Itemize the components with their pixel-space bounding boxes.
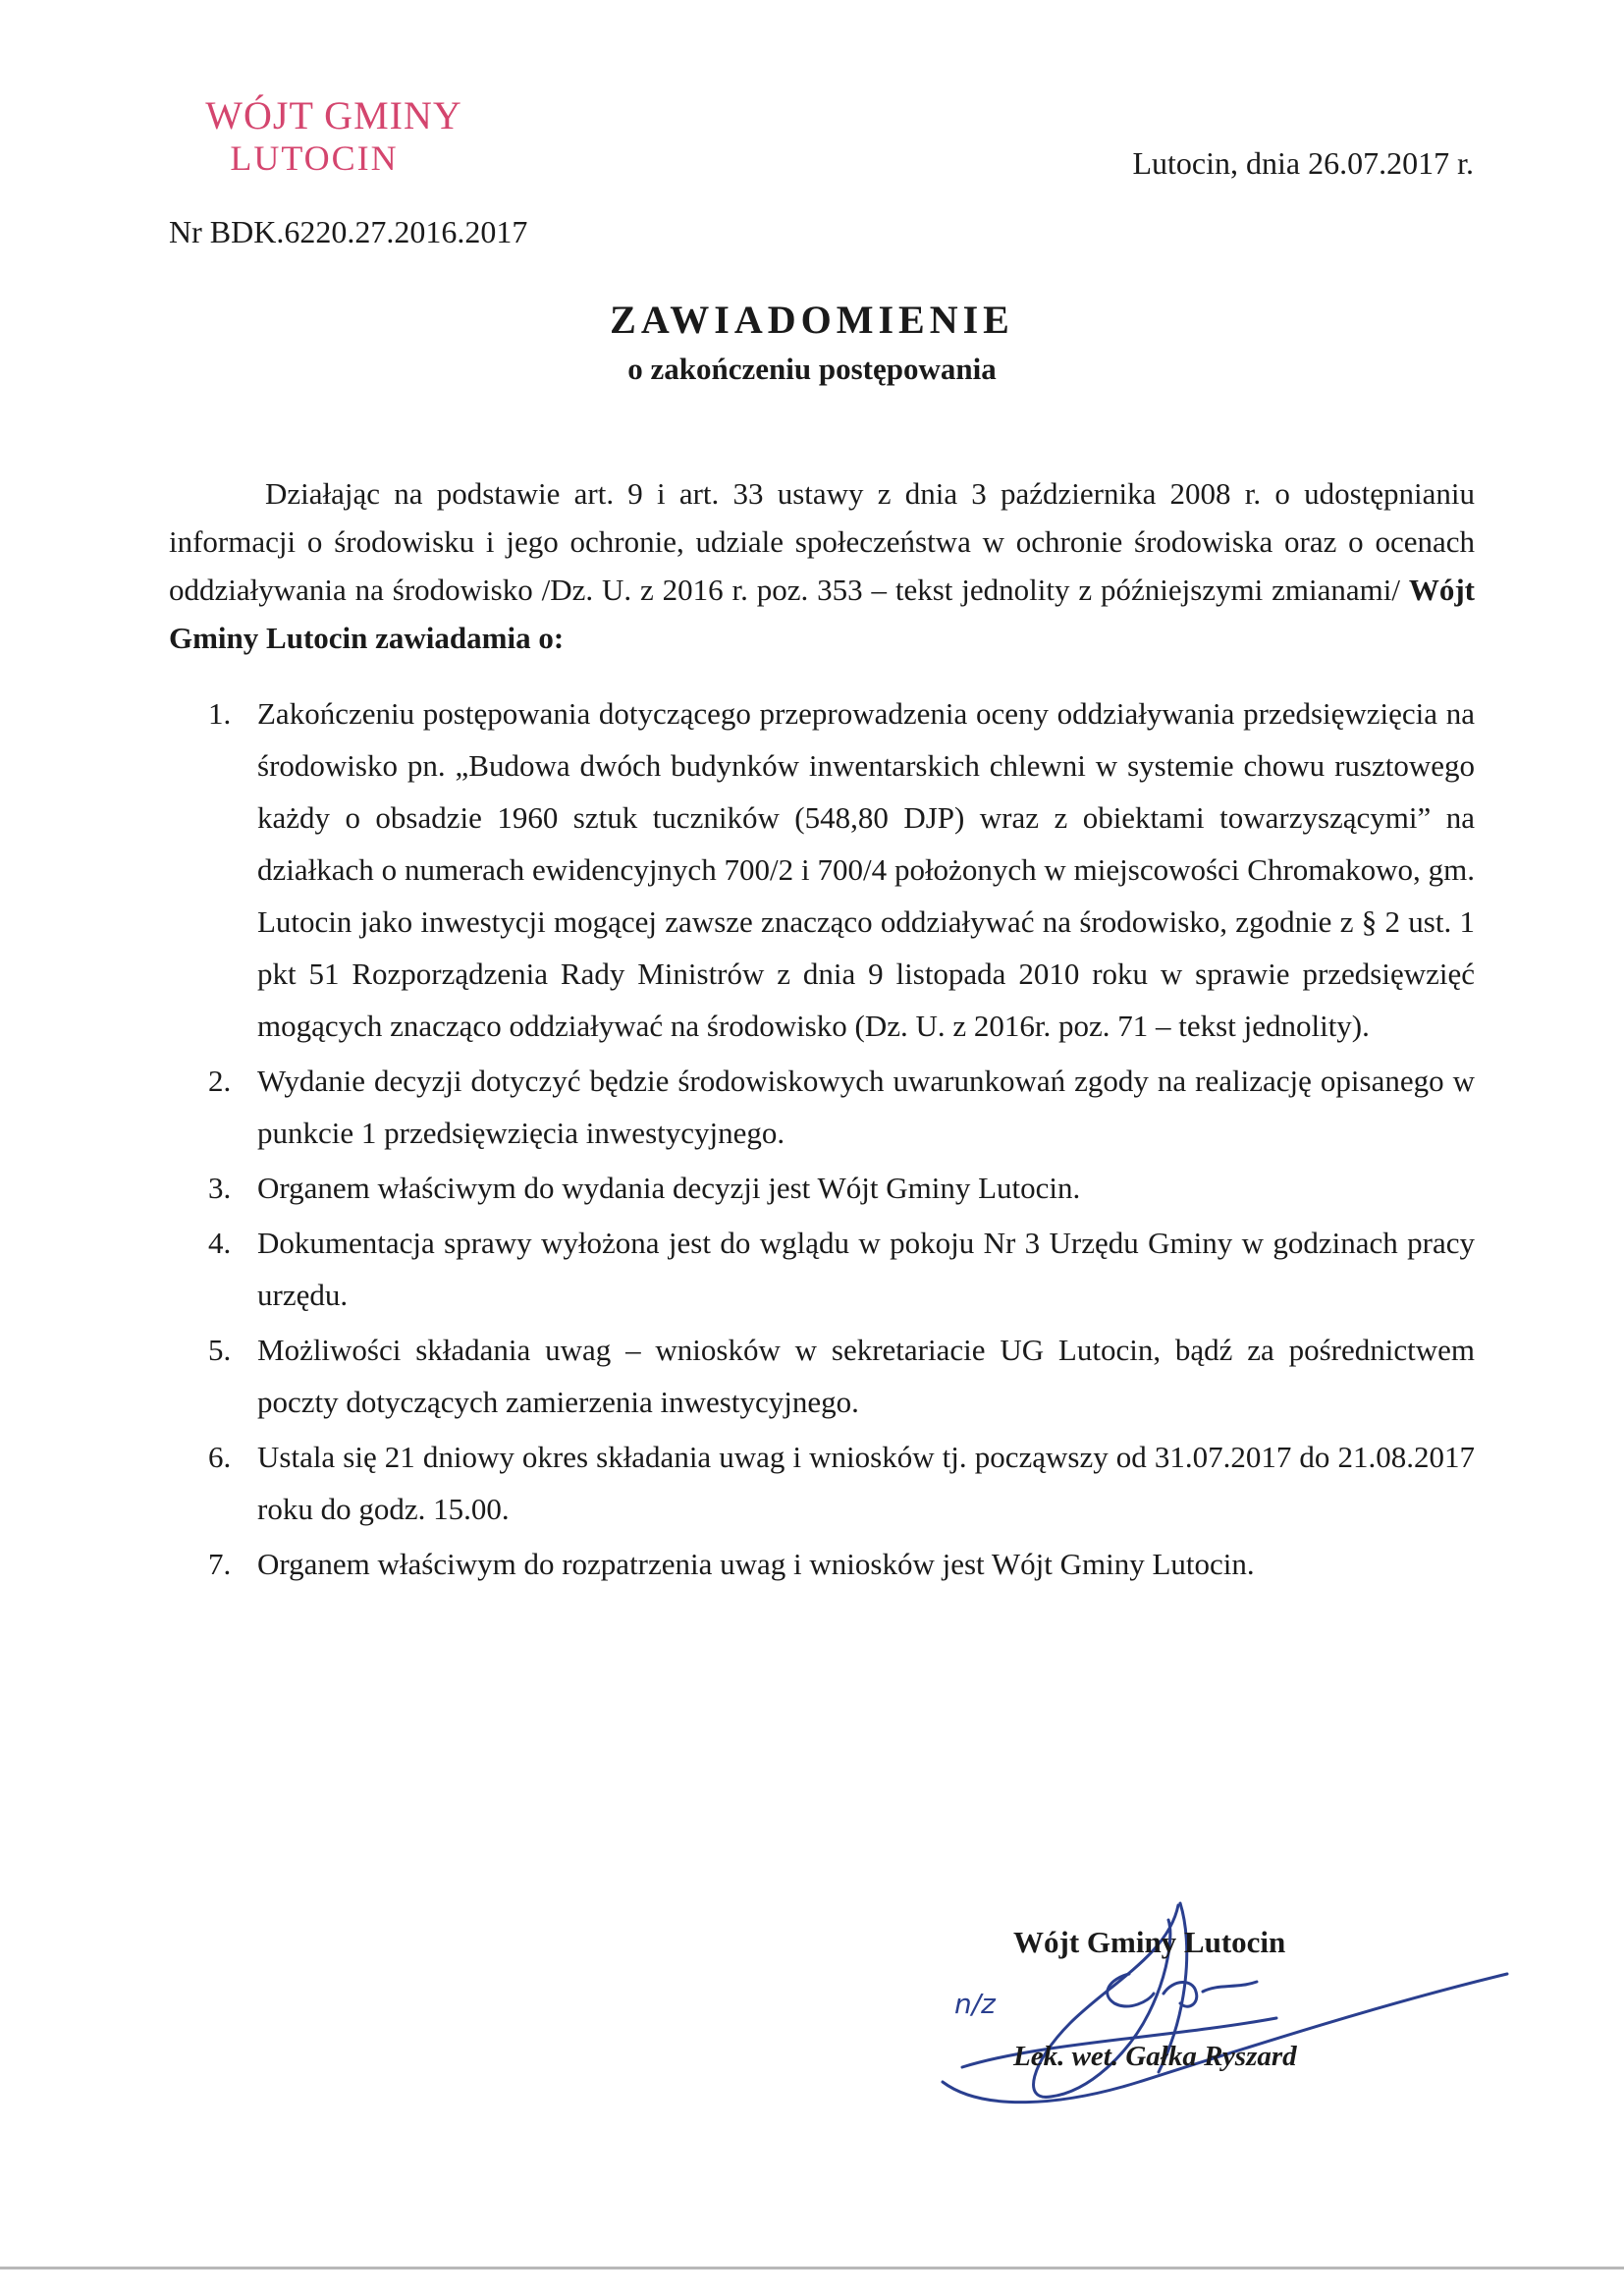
document-subtitle: o zakończeniu postępowania [627,352,997,386]
item-text: Organem właściwym do wydania decyzji jest Wójt Gminy Lutocin. [257,1171,1081,1205]
scan-edge-line [0,2267,1624,2269]
item-text: Możliwości składania uwag – wniosków w sekretariacie UG Lutocin, bądź za pośrednictwem poczty dotyczących zamierzenia inwestycyjnego. [257,1333,1475,1419]
document-title: ZAWIADOMIENIE [610,298,1014,342]
item-number: 6. [208,1440,232,1474]
handwritten-signature [923,1846,1512,2170]
list-item [169,1431,1475,1535]
stamp-line-1: WÓJT GMINY [205,93,462,137]
item-text: Dokumentacja sprawy wyłożona jest do wglądu w pokoju Nr 3 Urzędu Gminy w godzinach pracy urzędu. [257,1226,1475,1312]
list-item [169,1538,1475,1590]
signature-block [923,1846,1512,2170]
item-number: 5. [208,1333,232,1367]
list-item [169,687,1475,1052]
item-text: Organem właściwym do rozpatrzenia uwag i wniosków jest Wójt Gminy Lutocin. [257,1547,1255,1581]
item-number: 4. [208,1226,232,1260]
list-item [169,1324,1475,1428]
signatory-office: Wójt Gminy Lutocin [1013,1925,1286,1959]
item-text: Ustala się 21 dniowy okres składania uwag i wniosków tj. począwszy od 31.07.2017 do 21.08.2017 roku do godz. 15.00. [257,1440,1475,1526]
stamp-line-2: LUTOCIN [230,137,399,178]
item-text: Zakończeniu postępowania dotyczącego przeprowadzenia oceny oddziaływania przedsięwzięcia na środowisko pn. „Budowa dwóch budynków inwentarskich chlewni w systemie chowu rusztowego każdy o obsadzie 1960 sztuk tuczników (548,80 DJP) wraz z obiektami towarzyszącymi” na działkach o numerach ewidencyjnych 700/2 i 700/4 położonych w miejscowości Chromakowo, gm. Lutocin jako inwestycji mogącej zawsze znacząco oddziaływać na środowisko, zgodnie z § 2 ust. 1 pkt 51 Rozporządzenia Rady Ministrów z dnia 9 listopada 2010 roku w sprawie przedsięwzięć mogących znacząco oddziaływać na środowisko (Dz. U. z 2016r. poz. 71 – tekst jednolity). [257,696,1475,1043]
item-number: 7. [208,1547,232,1581]
signatory-name: Lek. wet. Gałka Ryszard [1013,2041,1297,2072]
item-number: 1. [208,696,232,731]
notice-items-list [169,687,1475,1593]
item-number: 3. [208,1171,232,1205]
intro-bold-tail: Wójt Gminy Lutocin zawiadamia o: [169,573,1476,655]
list-item [169,1217,1475,1321]
reference-number: Nr BDK.6220.27.2016.2017 [169,214,528,249]
list-item [169,1055,1475,1159]
place-and-date: Lutocin, dnia 26.07.2017 r. [1132,145,1474,181]
handwritten-note: n/z [954,1988,996,2020]
item-number: 2. [208,1064,232,1098]
item-text: Wydanie decyzji dotyczyć będzie środowiskowych uwarunkowań zgody na realizację opisanego w punkcie 1 przedsięwzięcia inwestycyjnego. [257,1064,1475,1150]
intro-paragraph [169,469,1475,662]
office-stamp [187,94,481,178]
intro-text: Działając na podstawie art. 9 i art. 33 ustawy z dnia 3 października 2008 r. o udostępnianiu informacji o środowisku i jego ochronie, udziale społeczeństwa w ochronie środowiska oraz o ocenach oddziaływania na środowisko /Dz. U. z 2016 r. poz. 353 – tekst jednolity z późniejszymi zmianami/ [169,476,1475,607]
list-item [169,1162,1475,1214]
